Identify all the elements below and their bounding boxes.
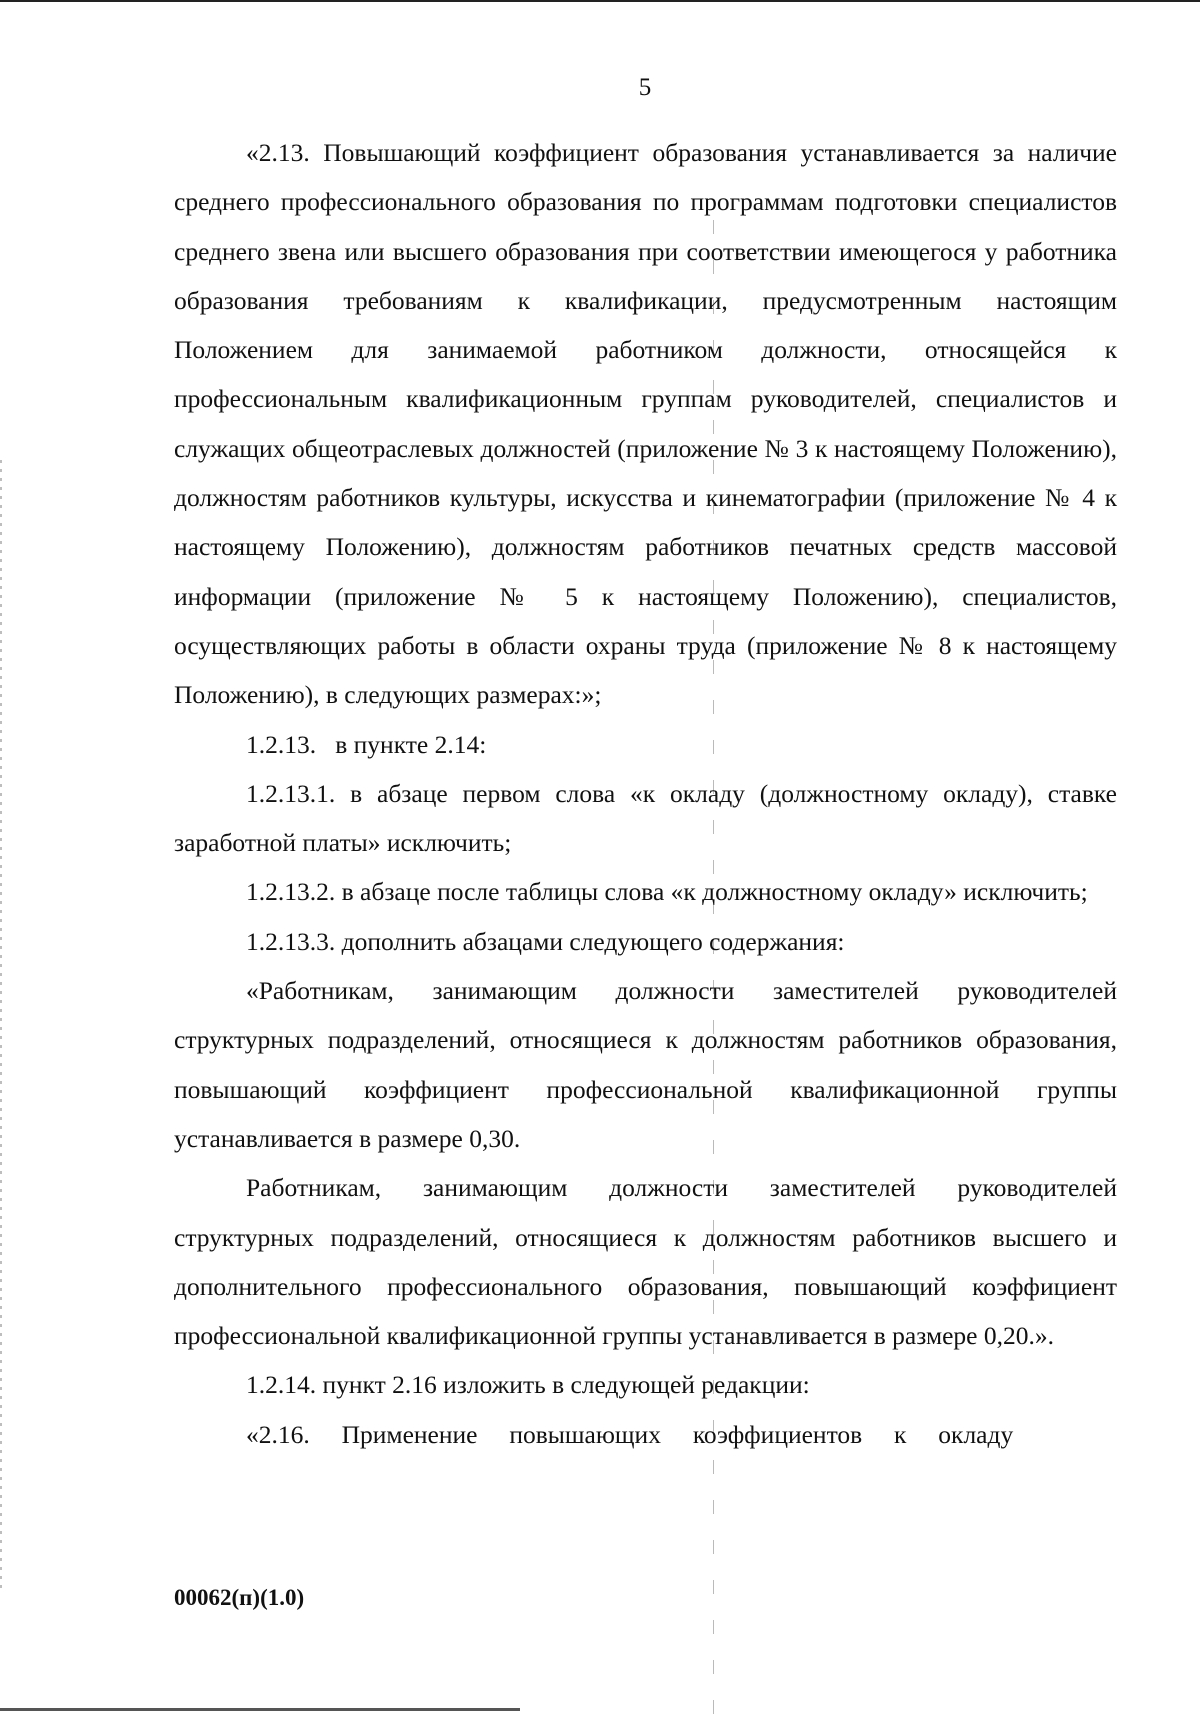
paragraph-2-16-start: «2.16. Применение повышающих коэффициентов к окладу [246, 1419, 1014, 1449]
document-code: 00062(п)(1.0) [174, 1585, 305, 1610]
document-body [174, 128, 1117, 1459]
paragraph-1-2-14: 1.2.14. пункт 2.16 изложить в следующей редакции: [246, 1370, 810, 1400]
paragraph-1-2-13-2: 1.2.13.2. в абзаце после таблицы слова «к должностному окладу» исключить; [246, 877, 1088, 907]
paragraph-education-workers: «Работникам, занимающим должности заместителей руководителей структурных подразделений, относящиеся к должностям работников образования, повышающий коэффициент профессиональной квалификационной группы устанавливается в размере 0,30. [174, 976, 1117, 1153]
top-border-line [0, 0, 1200, 2]
page-number: 5 [638, 74, 652, 101]
paragraph-1-2-13: 1.2.13. в пункте 2.14: [246, 729, 487, 759]
paragraph-1-2-13-3: 1.2.13.3. дополнить абзацами следующего содержания: [246, 926, 845, 956]
paragraph-2-13: «2.13. Повышающий коэффициент образования устанавливается за наличие среднего профессионального образования по программам подготовки специалистов среднего звена или высшего образования при соответствии имеющегося у работника образования требованиям к квалификации, предусмотренным настоящим Положением для занимаемой работником должности, относящейся к профессиональным квалификационным группам руководителей, специалистов и служащих общеотраслевых должностей (приложение № 3 к настоящему Положению), должностям работников культуры, искусства и кинематографии (приложение № 4 к настоящему Положению), должностям работников печатных средств массовой информации (приложение № 5 к настоящему Положению), специалистов, осуществляющих работы в области охраны труда (приложение № 8 к настоящему Положению), в следующих размерах:»; [174, 138, 1117, 710]
paragraph-1-2-13-1: 1.2.13.1. в абзаце первом слова «к окладу (должностному окладу), ставке заработной платы» исключить; [174, 778, 1117, 858]
bottom-edge-line [0, 1708, 520, 1711]
paragraph-higher-education-workers: Работникам, занимающим должности заместителей руководителей структурных подразделений, относящиеся к должностям работников высшего и дополнительного профессионального образования, повышающий коэффициент профессиональной квалификационной группы устанавливается в размере 0,20.». [174, 1173, 1117, 1351]
scan-edge-artifact [0, 460, 2, 1590]
